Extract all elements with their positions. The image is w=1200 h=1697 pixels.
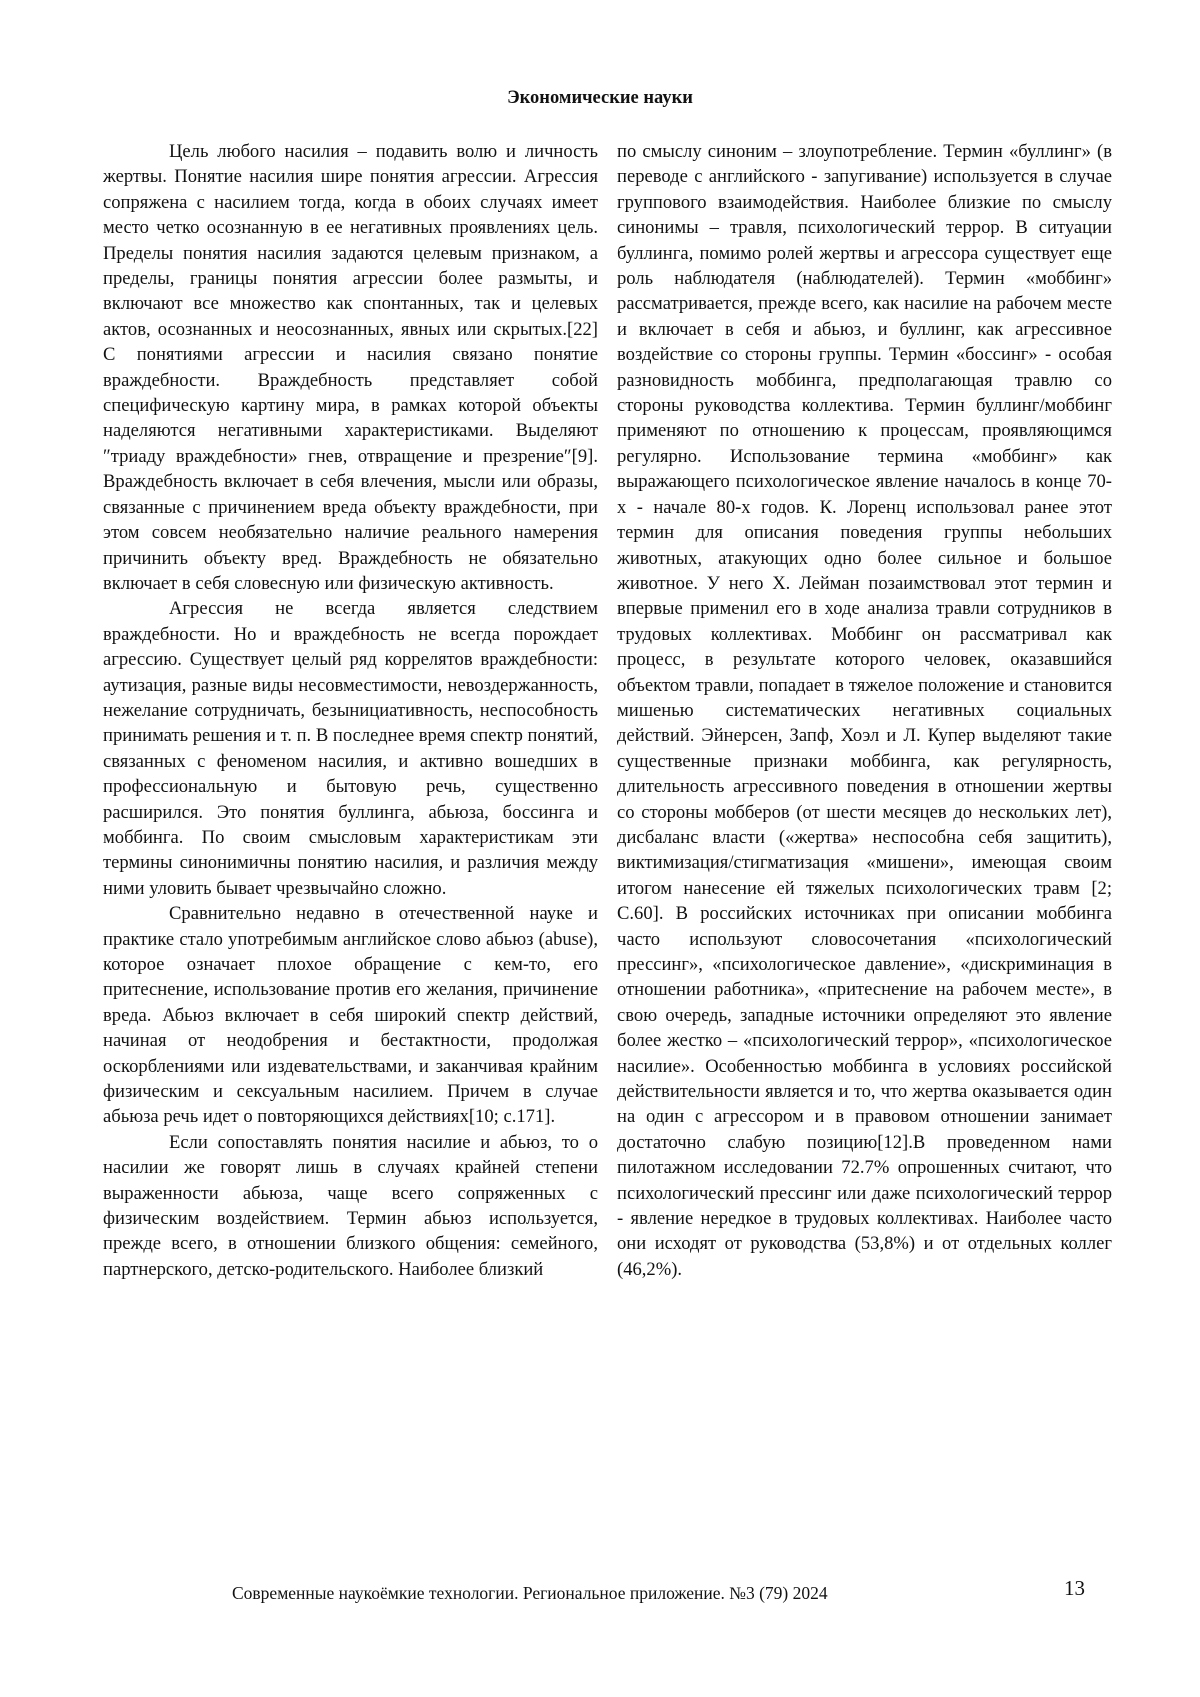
- left-paragraph-4: Если сопоставлять понятия насилие и абьюз, то о насилии же говорят лишь в случаях крайней степени выраженности абьюза, чаще всего сопряженных с физическим воздействием. Термин абьюз используется, прежде всего, в отношении близкого общения: семейного, партнерского, детско-родительского. Наиболее близкий: [103, 1131, 598, 1280]
- left-column: [103, 139, 598, 1282]
- right-paragraph-1: по смыслу синоним – злоупотребление. Термин «буллинг» (в переводе с английского - запугивание) используется в случае группового взаимодействия. Наиболее близкие по смыслу синонимы – травля, психологический террор. В ситуации буллинга, помимо ролей жертвы и агрессора существует еще роль наблюдателя (наблюдателей). Термин «моббинг» рассматривается, прежде всего, как насилие на рабочем месте и включает в себя и абьюз, и буллинг, как агрессивное воздействие со стороны группы. Термин «боссинг» - особая разновидность моббинга, предполагающая травлю со стороны руководства коллектива. Термин буллинг/моббинг применяют по отношению к процессам, проявляющимся регулярно. Использование термина «моббинг» как выражающего психологическое явление началось в конце 70-х - начале 80-х годов. К. Лоренц использовал ранее этот термин для описания поведения группы небольших животных, атакующих одно более сильное и большое животное. У него Х. Лейман позаимствовал этот термин и впервые применил его в ходе анализа травли сотрудников в трудовых коллективах. Моббинг он рассматривал как процесс, в результате которого человек, оказавшийся объектом травли, попадает в тяжелое положение и становится мишенью систематических негативных социальных действий. Эйнерсен, Запф, Хоэл и Л. Купер выделяют такие существенные признаки моббинга, как регулярность, длительность агрессивного поведения в отношении жертвы со стороны мобберов (от шести месяцев до нескольких лет), дисбаланс власти («жертва» неспособна себя защитить), виктимизация/стигматизация «мишени», имеющая своим итогом нанесение ей тяжелых психологических травм [2; С.60]. В российских источниках при описании моббинга часто используют словосочетания «психологический прессинг», «психологическое давление», «дискриминация в отношении работника», «притеснение на рабочем месте», в свою очередь, западные источники определяют это явление более жестко – «психологический террор», «психологическое насилие». Особенностью моббинга в условиях российской действительности является и то, что жертва оказывается один на один с агрессором и в правовом отношении занимает достаточно слабую позицию[12].В проведенном нами пилотажном исследовании 72.7% опрошенных считают, что психологический прессинг или даже психологический террор - явление нередкое в трудовых коллективах. Наиболее часто они исходят от руководства (53,8%) и от отдельных коллег (46,2%).: [617, 141, 1112, 1280]
- right-column: [617, 139, 1112, 1282]
- section-title: Экономические науки: [507, 88, 693, 108]
- page-number: 13: [1064, 1576, 1085, 1600]
- left-paragraph-1: Цель любого насилия – подавить волю и личность жертвы. Понятие насилия шире понятия агрессии. Агрессия сопряжена с насилием тогда, когда в обоих случаях имеет место четко осознанную в ее негативных проявлениях цель. Пределы понятия насилия задаются целевым признаком, а пределы, границы понятия агрессии более размыты, и включают все множество как спонтанных, так и целевых актов, осознанных и неосознанных, явных или скрытых.[22] С понятиями агрессии и насилия связано понятие враждебности. Враждебность представляет собой специфическую картину мира, в рамках которой объекты наделяются негативными характеристиками. Выделяют ″триаду враждебности» гнев, отвращение и презрение″[9]. Враждебность включает в себя влечения, мысли или образы, связанные с причинением вреда объекту враждебности, при этом совсем необязательно наличие реального намерения причинить объекту вред. Враждебность не обязательно включает в себя словесную или физическую активность.: [103, 141, 598, 594]
- left-paragraph-2: Агрессия не всегда является следствием враждебности. Но и враждебность не всегда порождает агрессию. Существует целый ряд коррелятов враждебности: аутизация, разные виды несовместимости, невоздержанность, нежелание сотрудничать, безынициативность, неспособность принимать решения и т. п. В последнее время спектр понятий, связанных с феноменом насилия, и активно вошедших в профессиональную и бытовую речь, существенно расширился. Это понятия буллинга, абьюза, боссинга и моббинга. По своим смысловым характеристикам эти термины синонимичны понятию насилия, и различия между ними уловить бывает чрезвычайно сложно.: [103, 598, 598, 899]
- left-paragraph-3: Сравнительно недавно в отечественной науке и практике стало употребимым английское слово абьюз (abuse), которое означает плохое обращение с кем-то, его притеснение, использование против его желания, причинение вреда. Абьюз включает в себя широкий спектр действий, начиная от неодобрения и бестактности, продолжая оскорблениями или издевательствами, и заканчивая крайним физическим и сексуальным насилием. Причем в случае абьюза речь идет о повторяющихся действиях[10; с.171].: [103, 903, 598, 1128]
- journal-footer: Современные наукоёмкие технологии. Региональное приложение. №3 (79) 2024: [232, 1583, 828, 1603]
